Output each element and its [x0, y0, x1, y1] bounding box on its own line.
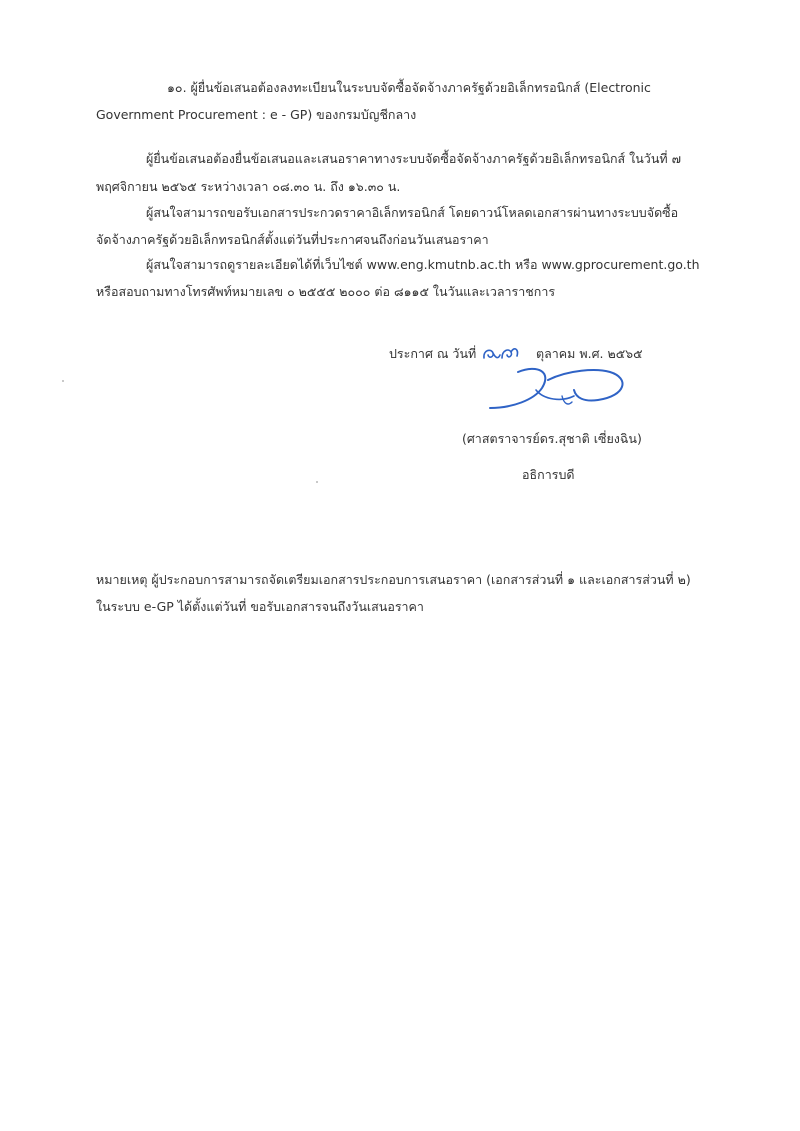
signatory-name: (ศาสตราจารย์ดร.สุชาติ เซี่ยงฉิน): [462, 431, 642, 446]
submission-line-2: พฤศจิกายน ๒๕๖๕ ระหว่างเวลา ๐๘.๓๐ น. ถึง ๑๖.๓๐ น.: [96, 179, 401, 194]
scan-speck: [316, 481, 318, 483]
remark-line-2: ในระบบ e-GP ได้ตั้งแต่วันที่ ขอรับเอกสารจนถึงวันเสนอราคา: [96, 599, 424, 614]
announcement-month-year: ตุลาคม พ.ศ. ๒๕๖๕: [536, 346, 643, 361]
signature-image: [478, 360, 638, 416]
remark-line-1: หมายเหตุ ผู้ประกอบการสามารถจัดเตรียมเอกสารประกอบการเสนอราคา (เอกสารส่วนที่ ๑ และเอกสารส่วนที่ ๒): [96, 572, 691, 587]
documents-line-2: จัดจ้างภาครัฐด้วยอิเล็กทรอนิกส์ตั้งแต่วันที่ประกาศจนถึงก่อนวันเสนอราคา: [96, 232, 489, 247]
submission-line-1: ผู้ยื่นข้อเสนอต้องยื่นข้อเสนอและเสนอราคาทางระบบจัดซื้อจัดจ้างภาครัฐด้วยอิเล็กทรอนิกส์ ในวันที่ ๗: [146, 151, 681, 166]
registration-line-2: Government Procurement : e - GP) ของกรมบัญชีกลาง: [96, 107, 417, 122]
scan-speck: [62, 380, 64, 382]
documents-line-1: ผู้สนใจสามารถขอรับเอกสารประกวดราคาอิเล็กทรอนิกส์ โดยดาวน์โหลดเอกสารผ่านทางระบบจัดซื้อ: [146, 205, 679, 220]
contact-line-1: ผู้สนใจสามารถดูรายละเอียดได้ที่เว็บไซต์ www.eng.kmutnb.ac.th หรือ www.gprocurement.go.th: [146, 257, 700, 272]
contact-line-2: หรือสอบถามทางโทรศัพท์หมายเลข ๐ ๒๕๕๕ ๒๐๐๐ ต่อ ๘๑๑๕ ในวันและเวลาราชการ: [96, 284, 556, 299]
announcement-prefix: ประกาศ ณ วันที่: [389, 346, 477, 361]
registration-line-1: ๑๐. ผู้ยื่นข้อเสนอต้องลงทะเบียนในระบบจัดซื้อจัดจ้างภาครัฐด้วยอิเล็กทรอนิกส์ (Electronic: [167, 80, 651, 95]
signatory-title: อธิการบดี: [522, 467, 575, 482]
